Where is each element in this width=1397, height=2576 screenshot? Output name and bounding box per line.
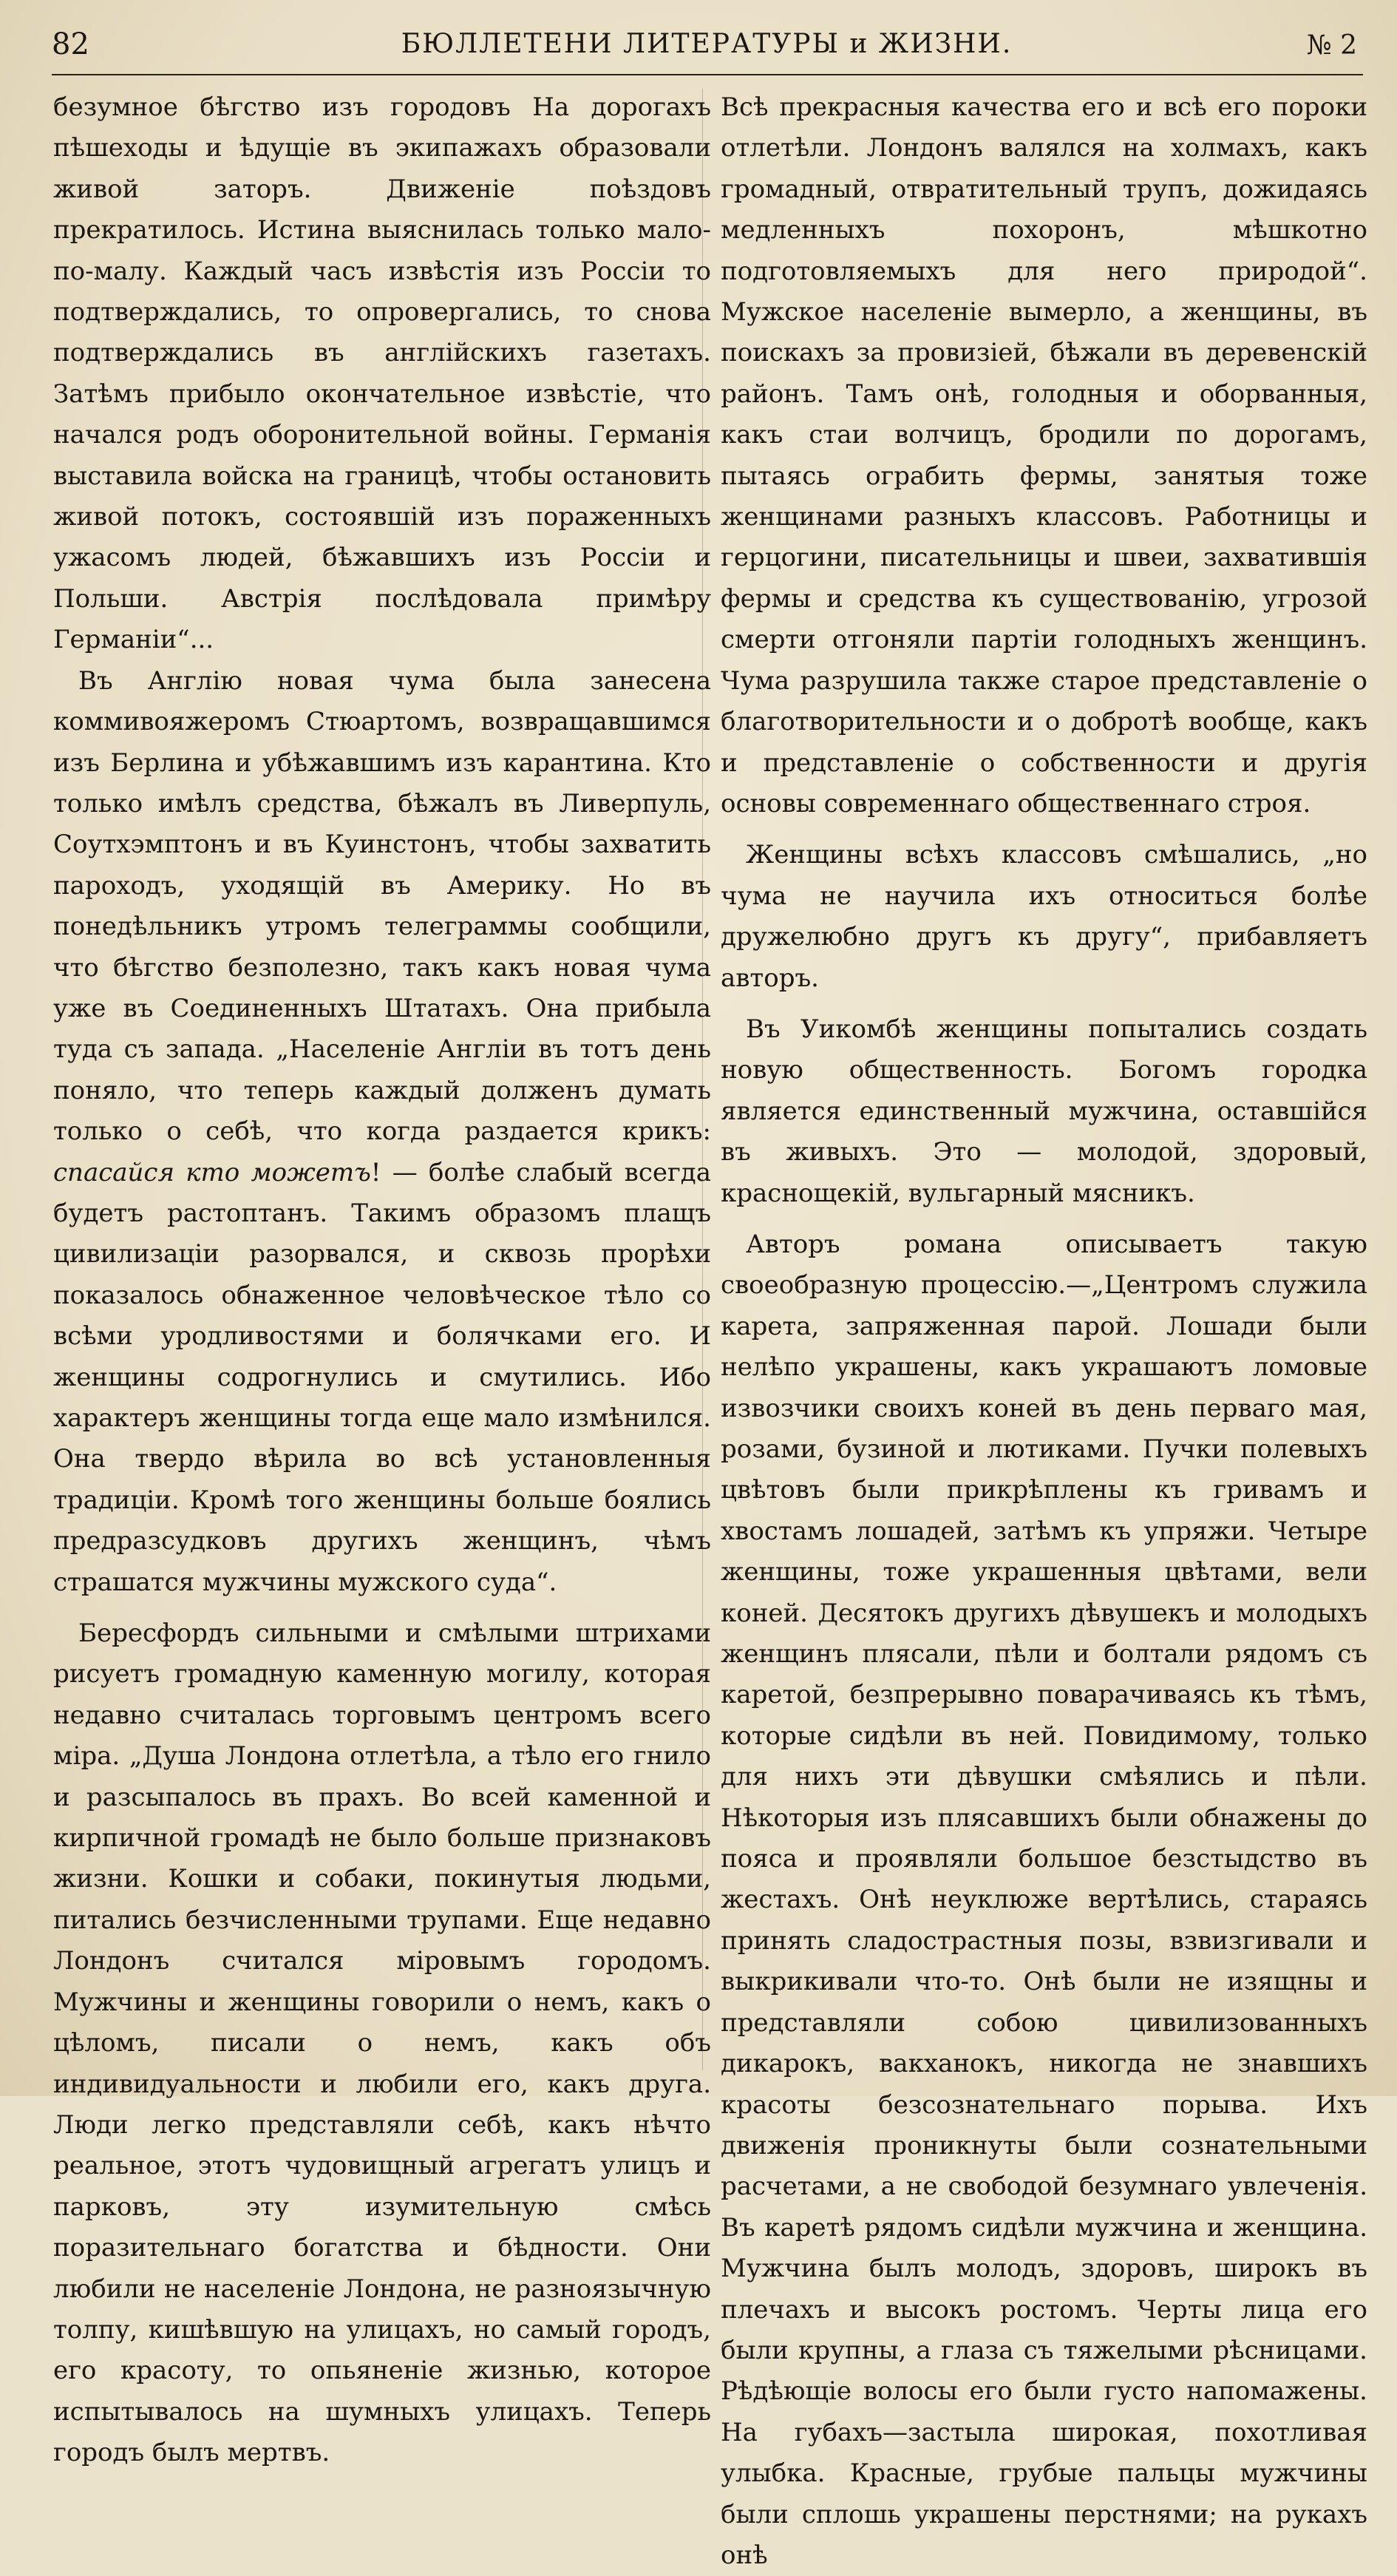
paragraph-text: ! — болѣе слабый всегда будетъ растоптанъ. Такимъ образомъ плащъ цивилизаціи разорвался, и сквозь прорѣхи показалось обнаженное человѣческое тѣло со всѣми уродливостями и болячками его. И женщины содрогнулись и смутились. Ибо характеръ женщины тогда еще мало измѣнился. Она твердо вѣрила во всѣ установленныя традиціи. Кромѣ того женщины больше боялись предразсудковъ другихъ женщинъ, чѣмъ страшатся мужчины мужского суда“. [53,1157,711,1597]
running-title: БЮЛЛЕТЕНИ ЛИТЕРАТУРЫ и ЖИЗНИ. [401,29,1013,59]
paragraph: Бересфордъ сильными и смѣлыми штрихами рисуетъ громадную каменную могилу, которая недавно считалась торговымъ центромъ всего міра. „Душа Лондона отлетѣла, а тѣло его гнило и разсыпалось въ прахъ. Во всей каменной и кирпичной громадѣ не было больше признаковъ жизни. Кошки и собаки, покинутыя людьми, питались безчисленными трупами. Еще недавно Лондонъ считался міровымъ городомъ. Мужчины и женщины говорили о немъ, какъ о цѣломъ, писали о немъ, какъ объ индивидуальности и любили его, какъ друга. Люди легко представляли себѣ, какъ нѣчто реальное, этотъ чудовищный агрегатъ улицъ и парковъ, эту изумительную смѣсь поразительнаго богатства и бѣдности. Они любили не населеніе Лондона, не разноязычную толпу, кишѣвшую на улицахъ, но самый городъ, его красоту, то опьяненіе жизнью, которое испытывалось на шумныхъ улицахъ. Теперь городъ былъ мертвъ. [53,1619,711,2468]
paragraph-text: Въ Англію новая чума была занесена коммивояжеромъ Стюартомъ, возвращавшимся изъ Берлина и убѣжавшимъ изъ карантина. Кто только имѣлъ средства, бѣжалъ въ Ливерпуль, Соутхэмптонъ и въ Куинстонъ, чтобы захватить пароходъ, уходящій въ Америку. Но въ понедѣльникъ утромъ телеграммы сообщили, что бѣгство безполезно, такъ какъ новая чума уже въ Соединенныхъ Штатахъ. Она прибыла туда съ запада. „Населеніе Англіи въ тотъ день поняло, что теперь каждый долженъ думать только о себѣ, что когда раздается крикъ: [53,665,711,1147]
issue-number: № 2 [1306,30,1357,61]
paragraph [53,661,711,1603]
paragraph: безумное бѣгство изъ городовъ На дорогахъ пѣшеходы и ѣдущіе въ экипажахъ образовали живой заторъ. Движеніе поѣздовъ прекратилось. Истина выяснилась только мало-по-малу. Каждый часъ извѣстія изъ Россіи то подтверждались, то опровергались, то снова подтверждались въ англійскихъ газетахъ. Затѣмъ прибыло окончательное извѣстіе, что начался родъ оборонительной войны. Германія выставила войска на границѣ, чтобы остановить живой потокъ, состоявшій изъ пораженныхъ ужасомъ людей, бѣжавшихъ изъ Россіи и Польши. Австрія послѣдовала примѣру Германіи“... [53,92,711,655]
paragraph: Всѣ прекрасныя качества его и всѣ его пороки отлетѣли. Лондонъ валялся на холмахъ, какъ громадный, отвратительный трупъ, дожидаясь медленныхъ похоронъ, мѣшкотно подготовляемыхъ для него природой“. Мужское населеніе вымерло, а женщины, въ поискахъ за провизіей, бѣжали въ деревенскій районъ. Тамъ онѣ, голодныя и оборванныя, какъ стаи волчицъ, бродили по дорогамъ, пытаясь ограбить фермы, занятыя тоже женщинами разныхъ классовъ. Работницы и герцогини, писательницы и швеи, захватившія фермы и средства къ существованію, угрозой смерти отгоняли партіи голодныхъ женщинъ. Чума разрушила также старое представленіе о благотворительности и о добротѣ вообще, какъ и представленіе о собственности и другія основы современнаго общественнаго строя. [721,92,1367,818]
header-rule [52,74,1363,75]
page-number: 82 [52,27,89,61]
paragraph: Женщины всѣхъ классовъ смѣшались, „но чума не научила ихъ относиться болѣе дружелюбно другъ къ другу“, прибавляетъ авторъ. [721,840,1367,993]
emphasized-text: спасайся кто можетъ [53,1157,371,1187]
right-column [721,87,1367,2576]
paragraph: Авторъ романа описываетъ такую своеобразную процессію.—„Центромъ служила карета, запряженная парой. Лошади были нелѣпо украшены, какъ украшаютъ ломовые извозчики своихъ коней въ день перваго мая, розами, бузиной и лютиками. Пучки полевыхъ цвѣтовъ были прикрѣплены къ гривамъ и хвостамъ лошадей, затѣмъ къ упряжи. Четыре женщины, тоже украшенныя цвѣтами, вели коней. Десятокъ другихъ дѣвушекъ и молодыхъ женщинъ плясали, пѣли и болтали рядомъ съ каретой, безпрерывно поварачиваясь къ тѣмъ, которые сидѣли въ ней. Повидимому, только для нихъ эти дѣвушки смѣялись и пѣли. Нѣкоторыя изъ плясавшихъ были обнажены до пояса и проявляли большое безстыдство въ жестахъ. Онѣ неуклюже вертѣлись, стараясь принять сладострастныя позы, взвизгивали и выкрикивали что-то. Онѣ были не изящны и представляли собою цивилизованныхъ дикарокъ, вакханокъ, никогда не знавшихъ красоты безсознательнаго порыва. Ихъ движенія проникнуты были сознательными расчетами, а не свободой безумнаго увлеченія. Въ каретѣ рядомъ сидѣли мужчина и женщина. Мужчина былъ молодъ, здоровъ, широкъ въ плечахъ и высокъ ростомъ. Черты лица его были крупны, а глаза съ тяжелыми рѣсницами. Рѣдѣющіе волосы его были густо напомажены. На губахъ—застыла широкая, похотливая улыбка. Красные, грубые пальцы мужчины были сплошь украшены перстнями; на рукахъ онѣ [721,1229,1367,2570]
page-header [52,21,1362,65]
paragraph: Въ Уикомбѣ женщины попытались создать новую общественность. Богомъ городка является единственный мужчина, оставшійся въ живыхъ. Это — молодой, здоровый, краснощекій, вульгарный мясникъ. [721,1014,1367,1208]
column-divider [702,89,703,2070]
left-column [53,87,711,2474]
